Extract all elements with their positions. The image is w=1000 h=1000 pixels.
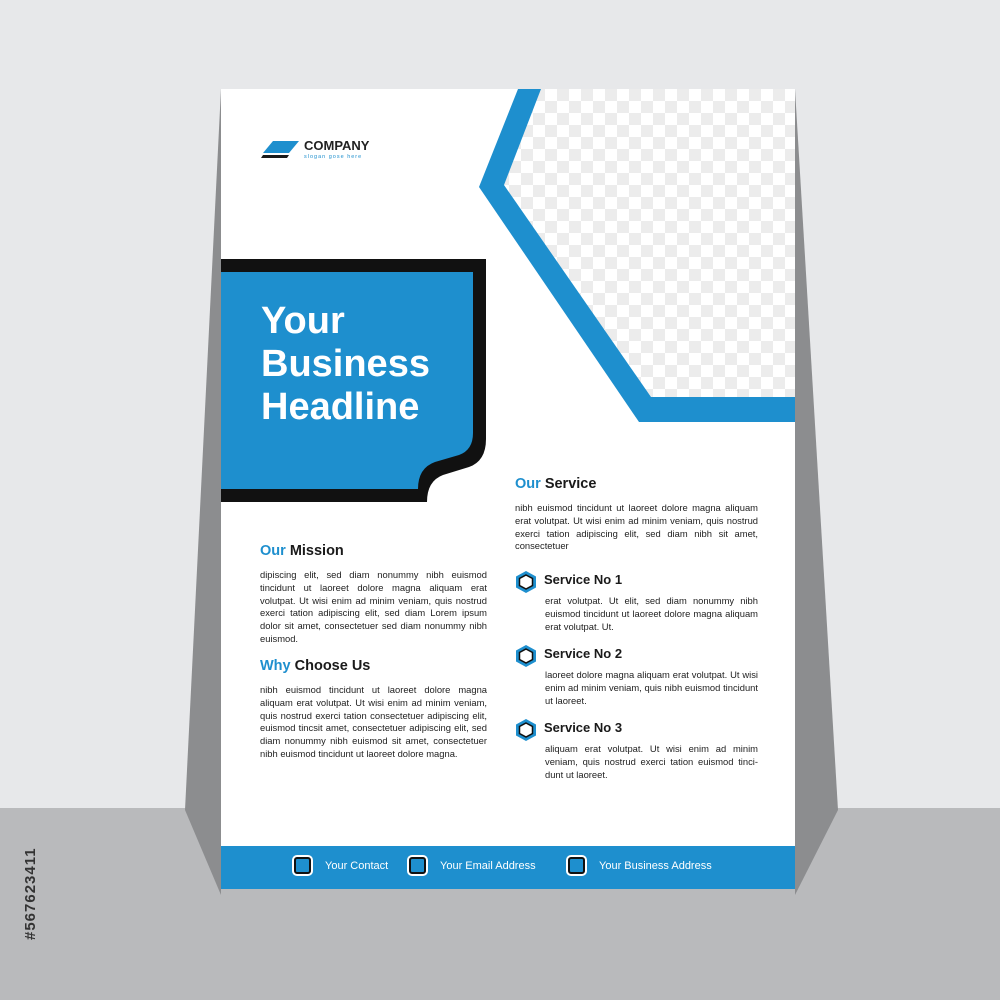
mission-text: dipiscing elit, sed diam nonummy nibh euismod tincidunt ut laoreet dolore magna aliquam erat volutpat. Ut wisi enim ad minim veniam, quis nostrud exerci tation adipiscing elit, sed diam Lorem ipsum dolor sit amet, consectetuer sed diam nonummy nibh euismod. xyxy=(260,569,487,644)
photo-placeholder xyxy=(504,89,795,397)
hexagon-icon xyxy=(515,644,537,668)
service-item-text: aliquam erat volutpat. Ut wisi enim ad minim veniam, quis nostrud exerci tation euismod tinci-dunt ut laoreet. xyxy=(545,743,758,780)
why-title-accent: Why xyxy=(260,658,291,674)
company-name: COMPANY xyxy=(304,138,370,153)
footer-email xyxy=(409,857,536,874)
hexagon-icon xyxy=(515,570,537,594)
headline-line-3: Headline xyxy=(261,386,420,428)
hexagon-icon xyxy=(515,718,537,742)
flyer xyxy=(221,89,795,889)
service-item-title: Service No 3 xyxy=(544,720,623,735)
headline xyxy=(261,300,471,429)
footer-address xyxy=(568,857,712,874)
footer-bar xyxy=(221,846,795,889)
square-address-icon xyxy=(568,857,585,874)
service-title-rest: Service xyxy=(544,476,597,492)
service-text: nibh euismod tincidunt ut laoreet dolore magna aliquam erat volutpat. Ut wisi enim ad minim veniam, quis nostrud exerci tation adipiscing elit, sed diam nibh sit amet, consectetuer xyxy=(515,502,758,552)
why-text: nibh euismod tincidunt ut laoreet dolore magna aliquam erat volutpat. Ut wisi enim ad minim veniam, quis nostrud exerci tation consectetuer adipiscing elit, euismod tincsit amet, consectetuer adipiscing elit, sed diam nonummy nibh euismod sit amet, consectetuer nibh euismod tincidunt ut laoreet dolore magna. xyxy=(260,684,487,759)
service-title xyxy=(515,476,596,492)
footer-contact xyxy=(294,857,388,874)
company-logo xyxy=(261,139,369,161)
parallelogram-logo-icon xyxy=(261,139,301,159)
square-email-icon xyxy=(409,857,426,874)
service-item-title: Service No 1 xyxy=(544,572,623,587)
footer-contact-label: Your Contact xyxy=(325,859,389,872)
company-slogan: slogan gose here xyxy=(304,154,363,160)
footer-address-label: Your Business Address xyxy=(599,859,712,872)
square-contact-icon xyxy=(294,857,311,874)
service-item-text: erat volutpat. Ut elit, sed diam nonummy nibh euismod tincidunt ut laoreet dolore magna aliquam erat volutpat. Ut. xyxy=(545,595,758,632)
footer-email-label: Your Email Address xyxy=(440,859,536,872)
stock-id: #567623411 xyxy=(22,847,39,940)
service-title-accent: Our xyxy=(515,476,541,492)
mission-title xyxy=(260,543,344,559)
service-item-title: Service No 2 xyxy=(544,646,623,661)
mission-title-accent: Our xyxy=(260,543,286,559)
why-title-rest: Choose Us xyxy=(294,658,371,674)
headline-line-2: Business xyxy=(261,343,430,385)
mission-title-rest: Mission xyxy=(289,543,344,559)
service-item-text: laoreet dolore magna aliquam erat volutpat. Ut wisi enim ad minim veniam, quis nibh euismod tincidunt ut laoreet. xyxy=(545,669,758,706)
why-title xyxy=(260,658,370,674)
headline-line-1: Your xyxy=(261,300,345,342)
